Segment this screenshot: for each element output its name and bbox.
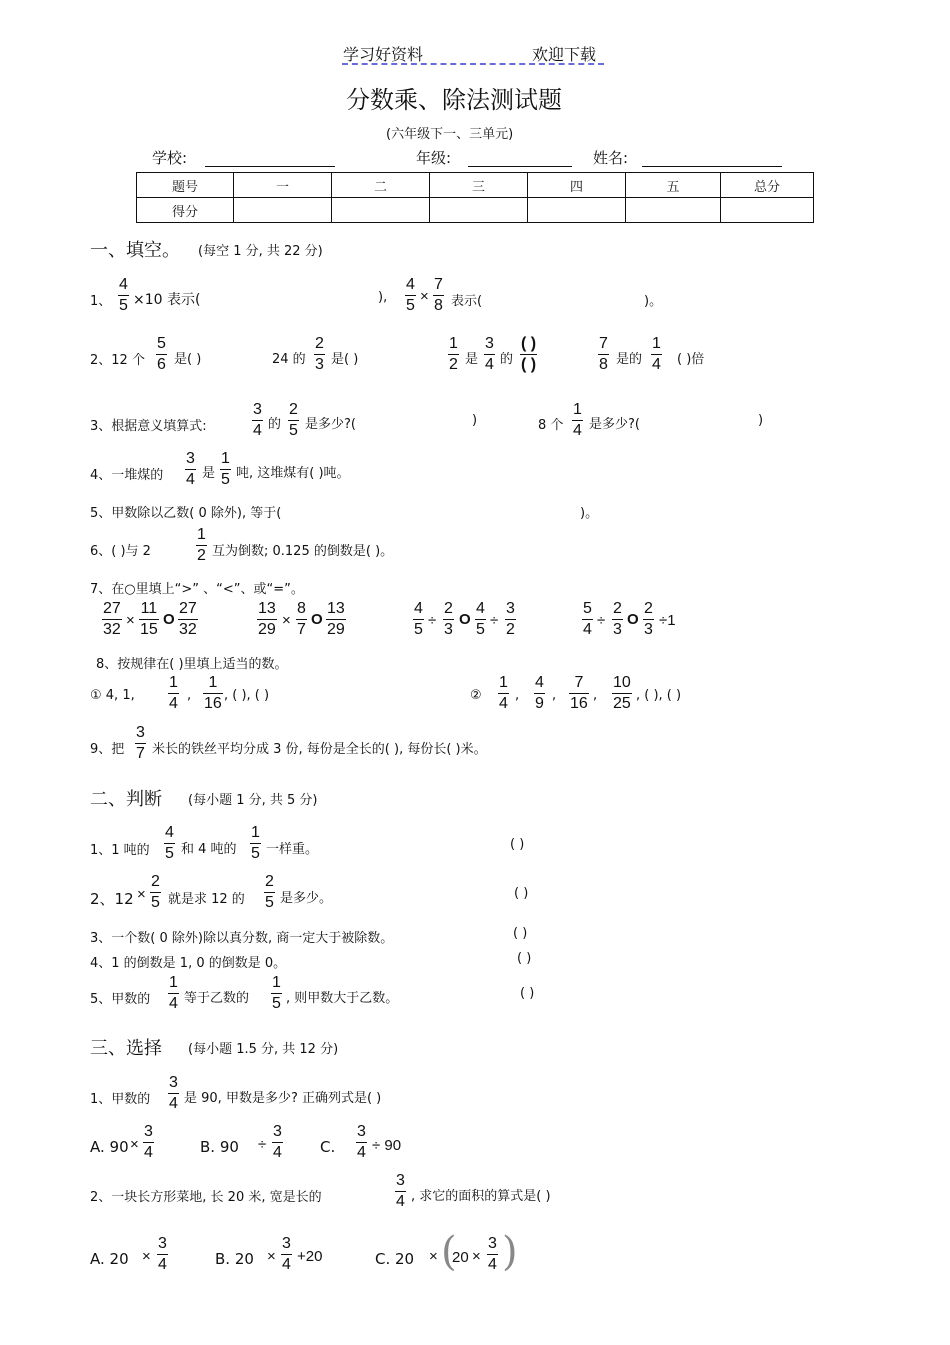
q1-mid: ), [378, 290, 388, 305]
separator: , [187, 688, 192, 703]
c1-option-c[interactable]: C. [320, 1138, 336, 1156]
times-sign: × [472, 1248, 481, 1265]
score-cell[interactable] [528, 198, 626, 223]
q4-text-c: 吨, 这堆煤有( )吨。 [236, 466, 350, 481]
q8-p1-start: ① 4, 1, [90, 688, 135, 703]
c1-text: 1、甲数的 [90, 1092, 151, 1107]
grade-label: 年级: [416, 149, 452, 167]
c1-option-a[interactable]: A. 90 [90, 1138, 129, 1156]
fraction: 3 2 [506, 600, 515, 638]
c2-option-a[interactable]: A. 20 [90, 1250, 129, 1268]
j1-text-b: 和 4 吨的 [181, 842, 237, 857]
divide-sign: ÷ [597, 612, 606, 629]
fraction: 1 4 [169, 674, 178, 712]
fraction: 2 3 [644, 600, 653, 638]
fraction: 3 4 [273, 1123, 282, 1161]
compare-circle[interactable]: O [459, 611, 471, 628]
divide-sign: ÷ [258, 1136, 267, 1153]
fraction: 1 4 [499, 674, 508, 712]
q3-text-c: 是多少?( [305, 417, 356, 432]
fraction: 4 5 [406, 276, 415, 314]
fraction: 3 4 [253, 401, 262, 439]
c1-option-b[interactable]: B. 90 [200, 1138, 239, 1156]
q4-num: 4、一堆煤的 [90, 468, 164, 483]
divide-90: ÷ 90 [372, 1137, 402, 1154]
times-sign: × [142, 1248, 151, 1265]
q1-end: )。 [644, 294, 663, 309]
c2-text: 2、一块长方形菜地, 长 20 米, 宽是长的 [90, 1190, 322, 1205]
q3-text-f: 是多少?( [589, 417, 640, 432]
table-header-cell: 题号 [137, 173, 234, 198]
fraction: 3 4 [169, 1074, 178, 1112]
fraction: 1 5 [272, 974, 281, 1012]
fraction: 3 7 [136, 724, 145, 762]
page-title: 分数乘、除法测试题 [346, 86, 562, 114]
fraction: 4 5 [476, 600, 485, 638]
school-blank[interactable] [205, 166, 335, 167]
q5-text: 5、甲数除以乙数( 0 除外), 等于( [90, 506, 282, 521]
answer-paren[interactable]: ( ) [520, 986, 535, 1001]
fraction: 2 3 [315, 335, 324, 373]
grade-blank[interactable] [468, 166, 572, 167]
q3-text-b: 的 [268, 417, 282, 432]
section-2-note: (每小题 1 分, 共 5 分) [188, 793, 318, 808]
score-cell[interactable] [721, 198, 814, 223]
section-3-note: (每小题 1.5 分, 共 12 分) [188, 1042, 339, 1057]
fraction-blank[interactable]: ( ) ( ) [521, 335, 537, 373]
section-3-title: 三、选择 [90, 1038, 162, 1059]
j1-text-c: 一样重。 [266, 842, 319, 857]
j3-text: 3、一个数( 0 除外)除以真分数, 商一定大于被除数。 [90, 931, 394, 946]
fraction: 1 5 [251, 824, 260, 862]
j2-text-b: 就是求 12 的 [168, 892, 245, 907]
q3-num: 3、根据意义填算式: [90, 419, 207, 434]
fraction: 13 29 [327, 600, 345, 638]
c1-text-b: 是 90, 甲数是多少? 正确列式是( ) [184, 1091, 382, 1106]
score-table [136, 172, 814, 223]
divide-sign: ÷ [490, 612, 499, 629]
separator: , [593, 688, 598, 703]
fraction: 2 5 [265, 873, 274, 911]
compare-circle[interactable]: O [163, 611, 175, 628]
fraction: 27 32 [179, 600, 197, 638]
fraction: 2 3 [444, 600, 453, 638]
q2-num: 2、12 个 [90, 353, 145, 368]
answer-paren[interactable]: ( ) [514, 886, 529, 901]
q3-text-d: ) [472, 413, 478, 428]
c2-text-b: , 求它的面积的算式是( ) [411, 1189, 551, 1204]
fraction: 3 4 [396, 1172, 405, 1210]
plus-20: +20 [297, 1248, 323, 1265]
c2-option-c[interactable]: C. 20 [375, 1250, 415, 1268]
separator: , [515, 688, 520, 703]
section-2-title: 二、判断 [90, 789, 162, 810]
q2-text-c: 24 的 [272, 352, 306, 367]
inner-20: 20 [452, 1249, 469, 1266]
fraction: 2 5 [289, 401, 298, 439]
fraction: 1 4 [169, 974, 178, 1012]
header-divider [342, 63, 604, 65]
name-blank[interactable] [642, 166, 782, 167]
fraction: 11 15 [140, 600, 158, 638]
separator: , [552, 688, 557, 703]
header-right: 欢迎下载 [532, 45, 597, 64]
q8-p2-start: ② [470, 688, 482, 703]
fraction: 1 5 [221, 450, 230, 488]
fraction: 3 4 [144, 1123, 153, 1161]
table-header-cell: 总分 [721, 173, 814, 198]
q8-p1-end: , ( ), ( ) [224, 688, 270, 703]
score-cell[interactable] [430, 198, 528, 223]
j2-text-c: 是多少。 [280, 891, 333, 906]
j2-text: 2、12 [90, 890, 134, 908]
fraction: 7 8 [434, 276, 443, 314]
table-header-cell: 三 [430, 173, 528, 198]
q6-text-b: 互为倒数; 0.125 的倒数是( )。 [212, 544, 394, 559]
fraction: 4 5 [165, 824, 174, 862]
fraction: 2 5 [151, 873, 160, 911]
score-cell[interactable] [332, 198, 430, 223]
fraction: 2 3 [613, 600, 622, 638]
answer-paren[interactable]: ( ) [510, 837, 525, 852]
fraction: 3 4 [186, 450, 195, 488]
score-cell[interactable] [626, 198, 721, 223]
fraction: 3 4 [488, 1235, 497, 1273]
times-sign: × [282, 612, 291, 629]
fraction: 8 7 [297, 600, 306, 638]
table-row [137, 198, 814, 223]
q4-text-b: 是 [202, 466, 216, 481]
q2-text-b: 是( ) [174, 352, 202, 367]
compare-circle[interactable]: O [627, 611, 639, 628]
fraction: 3 4 [357, 1123, 366, 1161]
fraction: 7 16 [570, 674, 588, 712]
section-1-note: (每空 1 分, 共 22 分) [198, 244, 323, 259]
q3-text-g: ) [758, 413, 764, 428]
q2-text-f: 的 [500, 352, 514, 367]
section-1-title: 一、填空。 [90, 240, 180, 261]
q1-text: ×10 表示( [133, 292, 201, 308]
fraction: 3 4 [282, 1235, 291, 1273]
divide-sign: ÷1 [659, 612, 676, 629]
fraction: 7 8 [599, 335, 608, 373]
table-header-cell: 四 [528, 173, 626, 198]
q6-text: 6、( )与 2 [90, 544, 151, 559]
times-sign: × [267, 1248, 276, 1265]
fraction: 1 16 [204, 674, 222, 712]
times-sign: × [126, 612, 135, 629]
fraction: 5 6 [157, 335, 166, 373]
j5-text-c: , 则甲数大于乙数。 [286, 991, 399, 1006]
fraction: 4 9 [535, 674, 544, 712]
header-left: 学习好资料 [343, 45, 424, 64]
answer-paren[interactable]: ( ) [513, 926, 528, 941]
times-sign: × [429, 1248, 438, 1265]
q9-text-b: 米长的铁丝平均分成 3 份, 每份是全长的( ), 每份长( )米。 [152, 742, 487, 757]
table-header-cell: 二 [332, 173, 430, 198]
q5-end: )。 [580, 506, 599, 521]
fraction: 27 32 [103, 600, 121, 638]
q9-text: 9、把 [90, 742, 125, 757]
fraction: 1 4 [652, 335, 661, 373]
fraction: 3 4 [158, 1235, 167, 1273]
table-header-cell: 五 [626, 173, 721, 198]
fraction: 3 4 [485, 335, 494, 373]
q8-p2-end: , ( ), ( ) [636, 688, 682, 703]
q2-text-d: 是( ) [331, 352, 359, 367]
fraction: 1 2 [449, 335, 458, 373]
j5-text: 5、甲数的 [90, 992, 151, 1007]
left-paren-icon: ( [441, 1229, 457, 1275]
name-label: 姓名: [593, 149, 629, 167]
table-row [137, 173, 814, 198]
q8-text: 8、按规律在( )里填上适当的数。 [96, 657, 288, 672]
fraction: 1 2 [197, 526, 206, 564]
q1-text-b: 表示( [451, 294, 483, 309]
q1-num: 1、 [90, 294, 112, 309]
school-label: 学校: [152, 149, 188, 167]
c2-option-b[interactable]: B. 20 [215, 1250, 254, 1268]
answer-paren[interactable]: ( ) [517, 951, 532, 966]
fraction: 13 29 [258, 600, 276, 638]
times-sign: × [137, 886, 146, 903]
q2-text-e: 是 [465, 352, 479, 367]
table-row-label: 得分 [137, 198, 234, 223]
times-sign: × [420, 288, 429, 305]
fraction: 4 5 [414, 600, 423, 638]
divide-sign: ÷ [428, 612, 437, 629]
q3-text-e: 8 个 [538, 418, 564, 433]
j5-text-b: 等于乙数的 [184, 991, 250, 1006]
compare-circle[interactable]: O [311, 611, 323, 628]
q2-text-h: ( )倍 [677, 352, 705, 367]
q2-text-g: 是的 [616, 352, 643, 367]
subtitle: (六年级下一、三单元) [386, 127, 514, 142]
times-sign: × [130, 1136, 139, 1153]
right-paren-icon: ) [502, 1229, 518, 1275]
score-cell[interactable] [234, 198, 332, 223]
q7-text: 7、在○里填上“>” 、“<”、或“=”。 [90, 582, 304, 597]
fraction: 10 25 [613, 674, 631, 712]
fraction: 5 4 [583, 600, 592, 638]
j1-text: 1、1 吨的 [90, 843, 150, 858]
fraction: 1 4 [573, 401, 582, 439]
j4-text: 4、1 的倒数是 1, 0 的倒数是 0。 [90, 956, 287, 971]
table-header-cell: 一 [234, 173, 332, 198]
fraction: 4 5 [119, 276, 128, 314]
